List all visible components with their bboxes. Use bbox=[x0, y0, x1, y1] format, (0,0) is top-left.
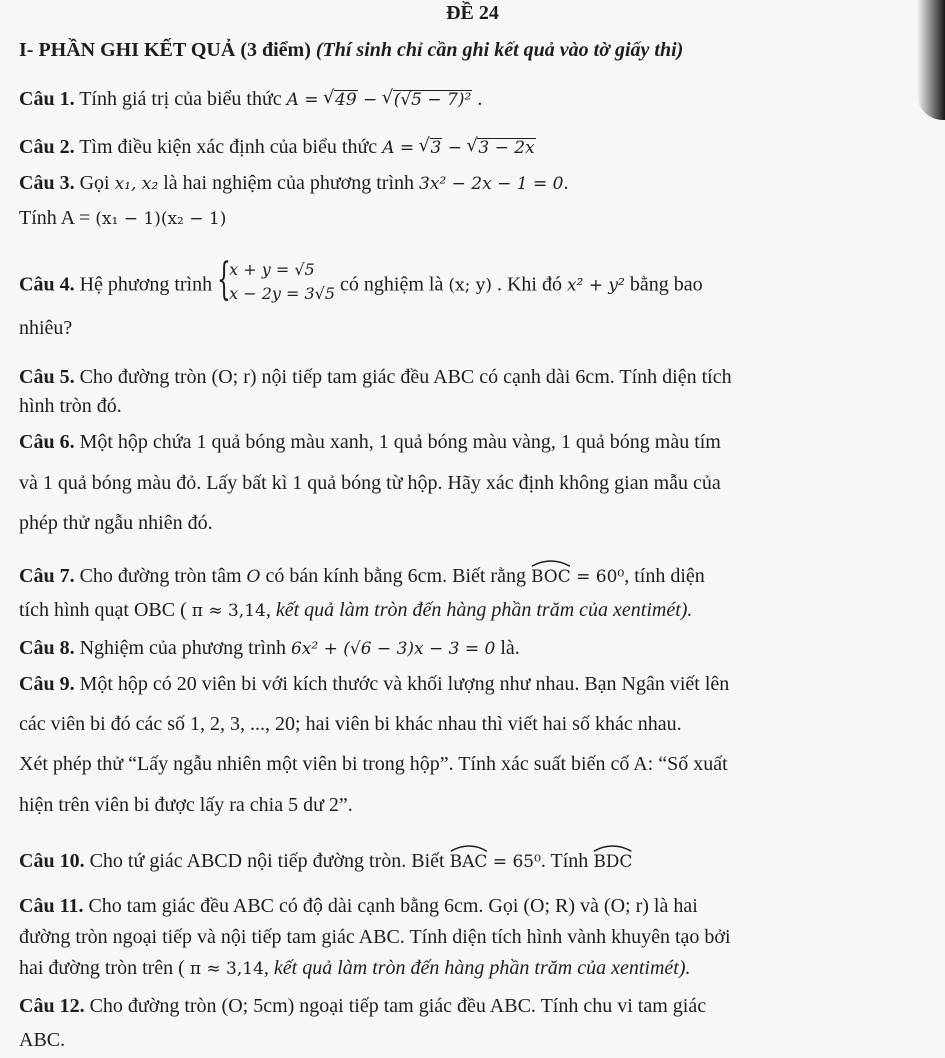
angle-arc-1: BAC bbox=[450, 848, 488, 874]
math-solution: (x; y) bbox=[448, 275, 492, 296]
question-label: Câu 6. bbox=[19, 431, 75, 453]
question-text-2: có nghiệm là bbox=[340, 273, 449, 296]
section-title: I- PHẦN GHI KẾT QUẢ (3 điểm) bbox=[19, 39, 311, 61]
question-label: Câu 8. bbox=[19, 637, 75, 659]
question-3 bbox=[19, 171, 568, 196]
question-12-line-2: ABC. bbox=[19, 1029, 66, 1051]
question-text-2: có bán kính bằng 6cm. Biết rằng bbox=[260, 565, 531, 587]
question-9-line-2: các viên bi đó các số 1, 2, 3, ..., 20; hai viên bi khác nhau thì viết hai số khác nhau. bbox=[19, 713, 682, 735]
question-4 bbox=[19, 254, 703, 310]
question-7 bbox=[19, 563, 705, 589]
math-expression: A = √ 3 − √ 3 − 2x bbox=[382, 138, 536, 158]
math-vars: x₁, x₂ bbox=[114, 174, 159, 194]
question-label: Câu 3. bbox=[19, 172, 75, 194]
question-6 bbox=[19, 430, 721, 454]
question-4-line-2: nhiêu? bbox=[19, 317, 73, 339]
angle-value: = 65⁰ bbox=[487, 852, 541, 872]
question-text: Một hộp chứa 1 quả bóng màu xanh, 1 quả bóng màu vàng, 1 quả bóng màu tím bbox=[79, 431, 721, 453]
system-equation-2: x − 2y = 3√5 bbox=[229, 284, 336, 303]
arc-icon bbox=[450, 844, 488, 852]
question-8 bbox=[19, 636, 520, 661]
question-text: Tính giá trị của biểu thức bbox=[79, 88, 282, 110]
question-text-4: bằng bao bbox=[624, 273, 703, 296]
question-5-line-2: hình tròn đó. bbox=[19, 395, 122, 417]
question-text: Một hộp có 20 viên bi với kích thước và khối lượng như nhau. Bạn Ngân viết lên bbox=[79, 673, 730, 695]
question-label: Câu 2. bbox=[19, 136, 75, 158]
arc-icon bbox=[531, 559, 571, 567]
question-1 bbox=[19, 87, 482, 112]
angle-arc: BOC bbox=[531, 563, 571, 589]
math-expression: A = √ 49 − √ (√5 − 7)² bbox=[287, 90, 473, 110]
question-label: Câu 7. bbox=[19, 565, 75, 587]
question-label: Câu 11. bbox=[19, 895, 84, 917]
equation-system bbox=[217, 254, 336, 306]
question-text-3: , tính diện bbox=[624, 565, 705, 587]
question-label: Câu 9. bbox=[19, 673, 75, 695]
angle-value: = 60⁰ bbox=[570, 567, 625, 587]
question-text-3: . Khi đó bbox=[491, 273, 567, 296]
exam-title: ĐỀ 24 bbox=[446, 2, 499, 24]
question-text: hai đường tròn trên ( bbox=[19, 957, 190, 979]
system-equation-1: x + y = √5 bbox=[229, 260, 315, 279]
punctuation: . bbox=[472, 88, 483, 110]
question-text-2: là hai nghiệm của phương trình bbox=[158, 172, 420, 194]
question-label: Câu 12. bbox=[19, 995, 85, 1017]
question-5 bbox=[19, 365, 732, 389]
question-7-line-2 bbox=[19, 598, 692, 623]
question-text-2: là. bbox=[495, 637, 520, 659]
question-2 bbox=[19, 135, 536, 160]
question-text: Hệ phương trình bbox=[79, 273, 213, 296]
math-equation: 3x² − 2x − 1 = 0 bbox=[419, 174, 564, 194]
math-expression: x² + y² bbox=[566, 275, 625, 296]
math-point: O bbox=[246, 567, 261, 587]
question-12 bbox=[19, 994, 706, 1018]
question-11 bbox=[19, 894, 698, 918]
pi-approx: π ≈ 3,14 bbox=[189, 959, 264, 979]
question-text: Tính A = bbox=[19, 207, 96, 229]
question-6-line-3: phép thử ngẫu nhiên đó. bbox=[19, 512, 213, 534]
pi-approx: π ≈ 3,14 bbox=[191, 601, 266, 621]
question-9 bbox=[19, 672, 729, 696]
section-note: (Thí sinh chỉ cần ghi kết quả vào tờ giấy thi) bbox=[315, 39, 684, 61]
question-9-line-3: Xét phép thử “Lấy ngẫu nhiên một viên bi trong hộp”. Tính xác suất biến cố A: “Số xuất bbox=[19, 753, 728, 775]
brace-icon: { bbox=[217, 254, 232, 305]
question-text: Cho tứ giác ABCD nội tiếp đường tròn. Biết bbox=[89, 850, 450, 872]
question-text: Cho đường tròn (O; r) nội tiếp tam giác đều ABC có cạnh dài 6cm. Tính diện tích bbox=[74, 366, 732, 388]
question-text-2: . Tính bbox=[540, 850, 594, 872]
question-label: Câu 1. bbox=[19, 88, 75, 110]
section-heading bbox=[19, 38, 683, 62]
question-text: tích hình quạt OBC ( bbox=[19, 599, 192, 621]
question-text: Tìm điều kiện xác định của biểu thức bbox=[79, 136, 378, 158]
question-11-line-2: đường tròn ngoại tiếp và nội tiếp tam giác ABC. Tính diện tích hình vành khuyên tạo bởi bbox=[19, 926, 731, 948]
question-note: , kết quả làm tròn đến hàng phần trăm của xentimét). bbox=[265, 599, 693, 621]
math-equation: 6x² + (√6 − 3)x − 3 = 0 bbox=[290, 639, 496, 659]
question-text: Cho đường tròn (O; 5cm) ngoại tiếp tam giác đều ABC. Tính chu vi tam giác bbox=[89, 995, 707, 1017]
question-text: Cho đường tròn tâm bbox=[79, 565, 247, 587]
question-3-line-2 bbox=[19, 206, 226, 231]
question-11-line-3 bbox=[19, 956, 691, 981]
question-9-line-4: hiện trên viên bi được lấy ra chia 5 dư 2”. bbox=[19, 794, 353, 816]
question-label: Câu 10. bbox=[19, 850, 85, 872]
question-label: Câu 4. bbox=[19, 273, 75, 296]
arc-icon bbox=[593, 844, 632, 852]
question-label: Câu 5. bbox=[19, 366, 75, 388]
question-6-line-2: và 1 quả bóng màu đỏ. Lấy bất kì 1 quả bóng từ hộp. Hãy xác định không gian mẫu của bbox=[19, 472, 721, 494]
math-expression: (x₁ − 1)(x₂ − 1) bbox=[95, 209, 227, 229]
angle-arc-2: BDC bbox=[593, 848, 632, 874]
question-text: Gọi bbox=[79, 172, 115, 194]
question-10 bbox=[19, 848, 632, 874]
question-note: , kết quả làm tròn đến hàng phần trăm của xentimét). bbox=[263, 957, 691, 979]
question-text: Nghiệm của phương trình bbox=[79, 637, 286, 659]
question-text: Cho tam giác đều ABC có độ dài cạnh bằng 6cm. Gọi (O; R) và (O; r) là hai bbox=[88, 895, 698, 917]
punctuation: . bbox=[563, 172, 569, 194]
